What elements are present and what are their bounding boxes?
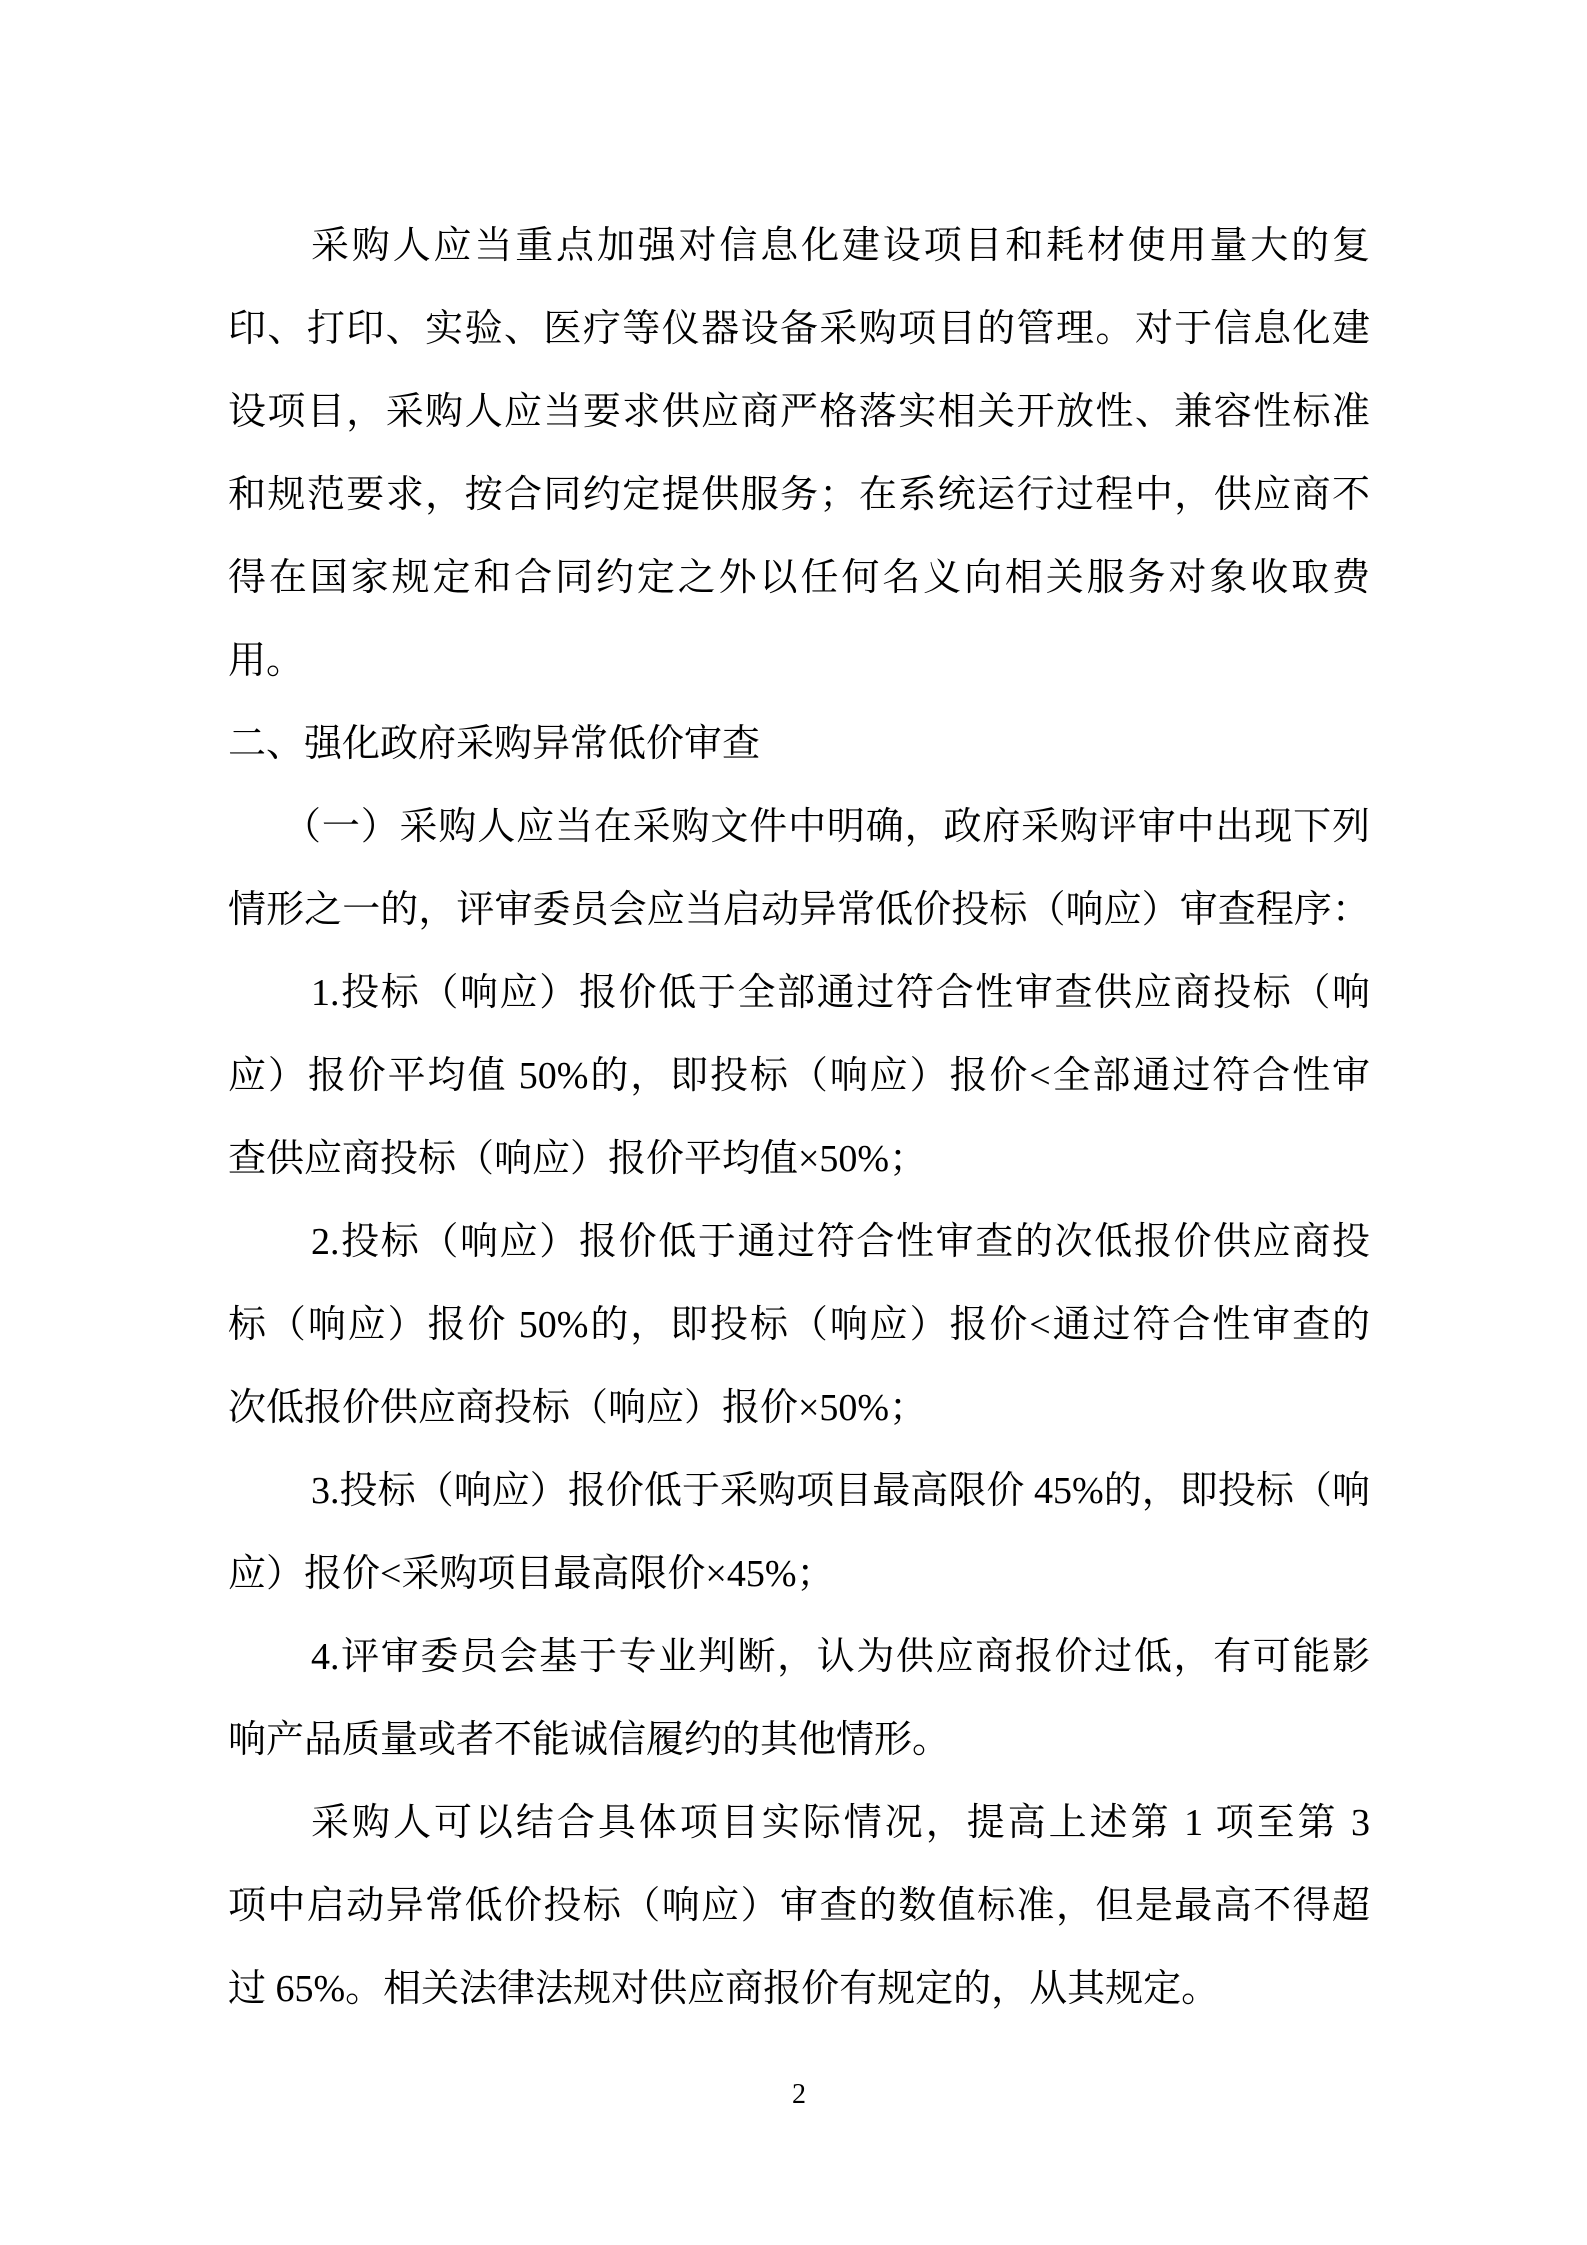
item-1-line-1: 1.投标（响应）报价低于全部通过符合性审查供应商投标（响: [311, 972, 1370, 1014]
item-2-line-1: 2.投标（响应）报价低于通过符合性审查的次低报价供应商投: [311, 1221, 1370, 1263]
closing-paragraph-line-3: 过 65%。相关法律法规对供应商报价有规定的，从其规定。: [228, 1968, 1220, 2010]
item-1-line-2: 应）报价平均值 50%的，即投标（响应）报价<全部通过符合性审: [228, 1055, 1370, 1097]
section-heading: 二、强化政府采购异常低价审查: [228, 723, 761, 765]
paragraph-1-line-6: 用。: [228, 640, 305, 682]
closing-paragraph-line-2: 项中启动异常低价投标（响应）审查的数值标准，但是最高不得超: [228, 1885, 1370, 1927]
paragraph-1-line-1: 采购人应当重点加强对信息化建设项目和耗材使用量大的复: [311, 225, 1370, 267]
closing-paragraph-line-1: 采购人可以结合具体项目实际情况，提高上述第 1 项至第 3: [311, 1802, 1370, 1844]
item-2-line-3: 次低报价供应商投标（响应）报价×50%；: [228, 1387, 928, 1429]
paragraph-1-line-3: 设项目，采购人应当要求供应商严格落实相关开放性、兼容性标准: [228, 391, 1370, 433]
item-4-line-1: 4.评审委员会基于专业判断，认为供应商报价过低，有可能影: [311, 1636, 1370, 1678]
item-3-line-1: 3.投标（响应）报价低于采购项目最高限价 45%的，即投标（响: [311, 1470, 1370, 1512]
item-yi-line-2: 情形之一的，评审委员会应当启动异常低价投标（响应）审查程序：: [228, 889, 1370, 931]
item-yi-line-1: （一）采购人应当在采购文件中明确，政府采购评审中出现下列: [283, 806, 1370, 848]
document-body: [228, 205, 1370, 2031]
item-1-line-3: 查供应商投标（响应）报价平均值×50%；: [228, 1138, 928, 1180]
item-3-line-2: 应）报价<采购项目最高限价×45%；: [228, 1553, 835, 1595]
paragraph-1-line-5: 得在国家规定和合同约定之外以任何名义向相关服务对象收取费: [228, 557, 1370, 599]
page-number: 2: [792, 2079, 806, 2110]
item-4-line-2: 响产品质量或者不能诚信履约的其他情形。: [228, 1719, 951, 1761]
paragraph-1-line-4: 和规范要求，按合同约定提供服务；在系统运行过程中，供应商不: [228, 474, 1370, 516]
item-2-line-2: 标（响应）报价 50%的，即投标（响应）报价<通过符合性审查的: [228, 1304, 1370, 1346]
paragraph-1-line-2: 印、打印、实验、医疗等仪器设备采购项目的管理。对于信息化建: [228, 308, 1370, 350]
